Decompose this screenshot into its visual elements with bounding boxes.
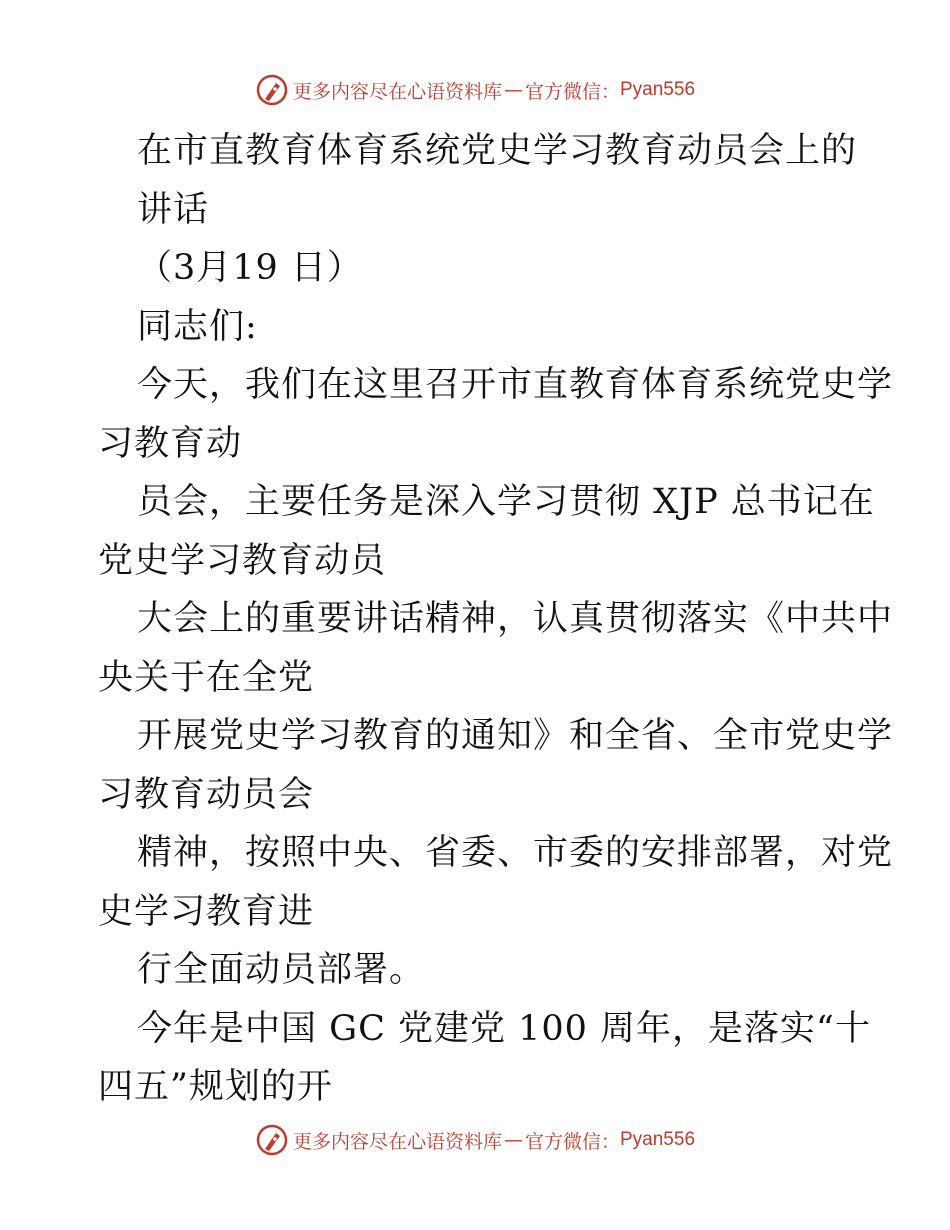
watermark-wechat-label: 官方微信： [524, 1130, 620, 1153]
document-line: 央关于在全党 [98, 657, 315, 698]
document-body [0, 122, 950, 1117]
document-line: （3月19 日） [137, 248, 363, 288]
watermark-wechat-label: 官方微信： [524, 80, 620, 103]
document-line: 今天，我们在这里召开市直教育体育系统党史学 [137, 365, 894, 405]
document-line: 员会，主要任务是深入学习贯彻 XJP 总书记在 [137, 482, 875, 522]
document-line: 开展党史学习教育的通知》和全省、全市党史学 [137, 716, 894, 756]
document-line: 习教育动 [98, 423, 243, 464]
watermark-site: 更多内容尽在心语资料库 [292, 1130, 502, 1153]
document-line: 党史学习教育动员 [98, 540, 387, 581]
document-line: 行全面动员部署。 [137, 950, 426, 990]
document-line: 讲话 [137, 189, 210, 230]
watermark-banner-top [0, 70, 950, 110]
watermark-wechat-id: Pyan556 [620, 1129, 696, 1150]
document-line: 史学习教育进 [98, 891, 315, 932]
pen-nib-logo-icon [255, 1123, 289, 1157]
watermark-separator: — [503, 1129, 523, 1151]
document-line: 同志们: [137, 306, 258, 347]
document-line: 大会上的重要讲话精神，认真贯彻落实《中共中 [137, 599, 894, 639]
document-line: 四五”规划的开 [98, 1067, 333, 1107]
document-line: 在市直教育体育系统党史学习教育动员会上的 [137, 131, 858, 171]
document-line: 精神，按照中央、省委、市委的安排部署，对党 [137, 833, 894, 873]
watermark-site: 更多内容尽在心语资料库 [292, 80, 502, 103]
watermark-separator: — [503, 79, 523, 101]
watermark-wechat-id: Pyan556 [620, 79, 696, 100]
document-line: 今年是中国 GC 党建党 100 周年，是落实“十 [137, 1008, 871, 1049]
pen-nib-logo-icon [255, 73, 289, 107]
watermark-banner-bottom [0, 1120, 950, 1160]
document-line: 习教育动员会 [98, 774, 315, 815]
